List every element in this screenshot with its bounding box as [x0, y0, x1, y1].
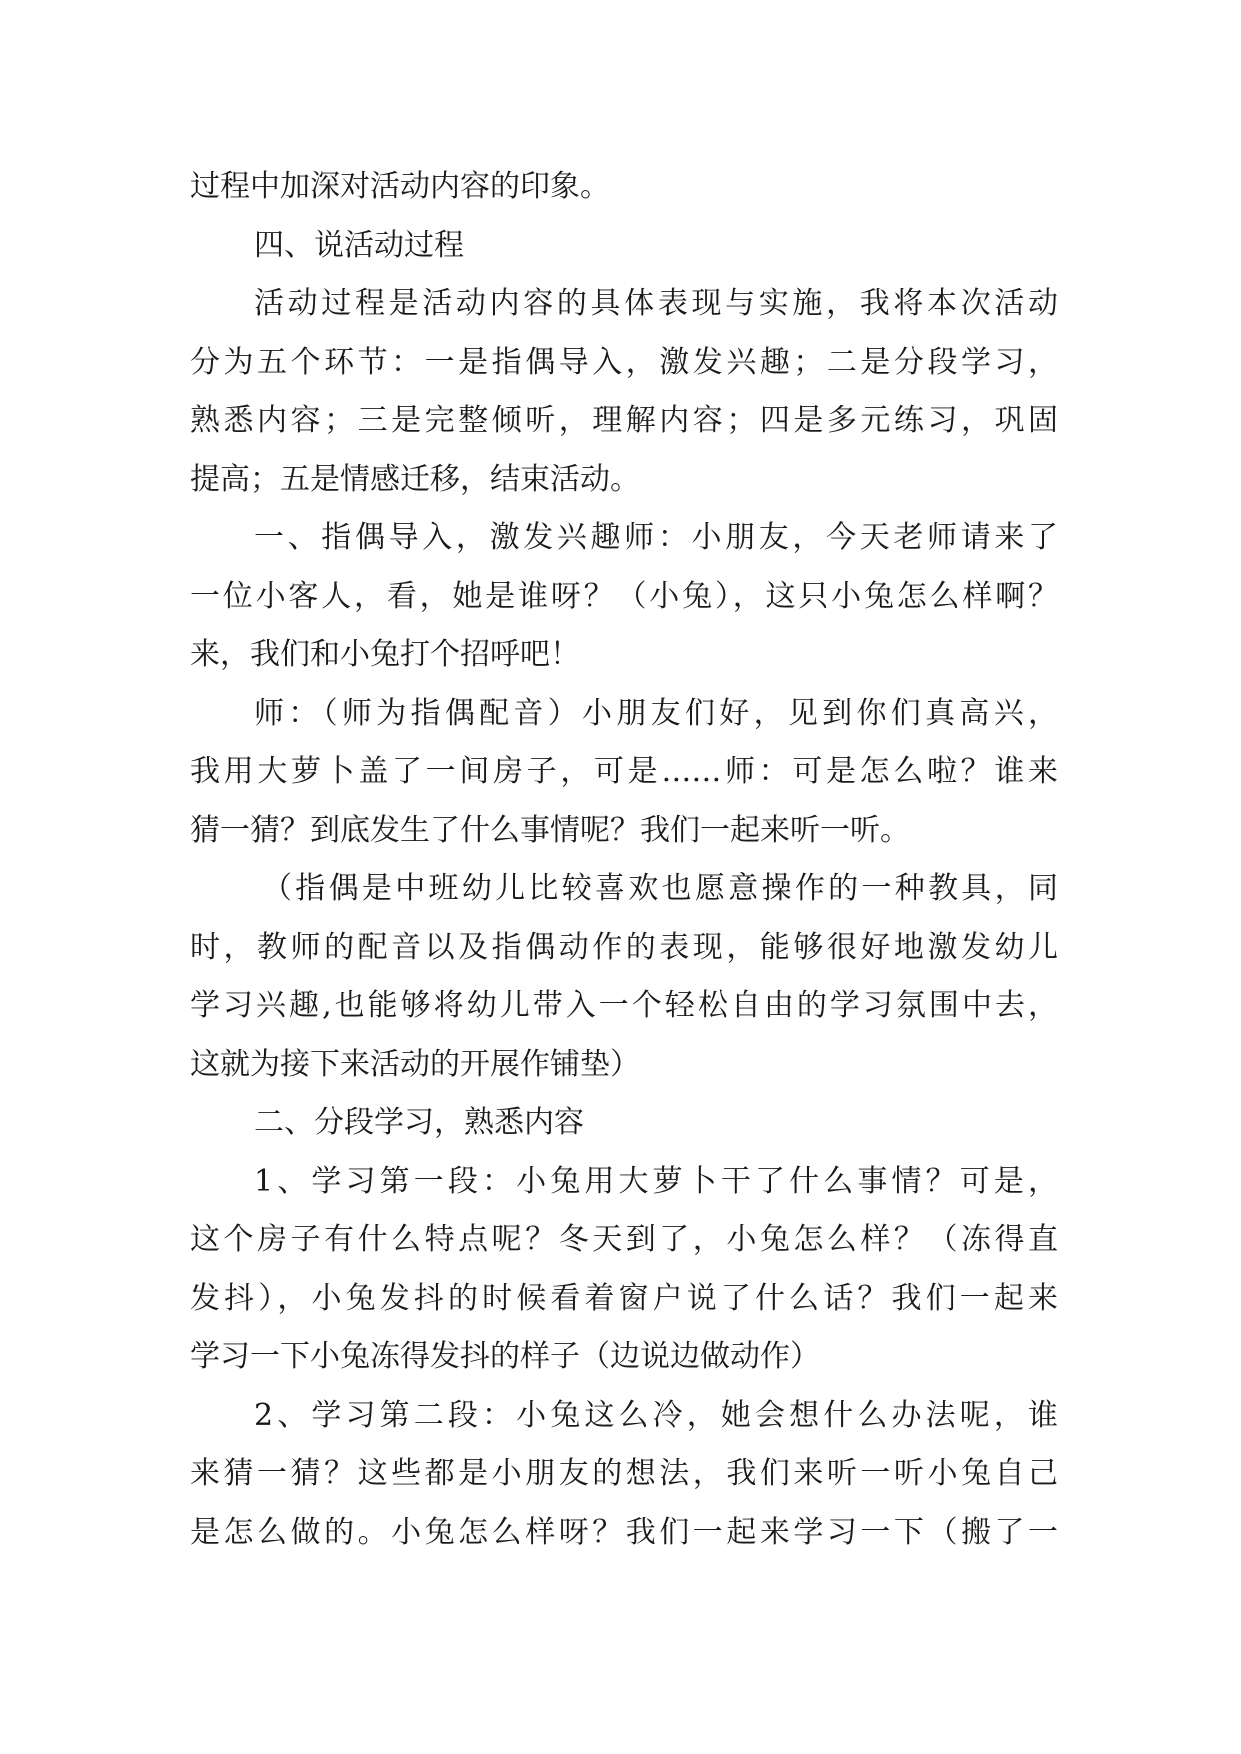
text-line: 猜一猜？到底发生了什么事情呢？我们一起来听一听。: [190, 812, 910, 848]
document-body: [190, 158, 1058, 1562]
text-line: 一、指偶导入，激发兴趣师：小朋友，今天老师请来了: [254, 520, 1058, 555]
text-line: 这个房子有什么特点呢？冬天到了，小兔怎么样？（冻得直: [190, 1222, 1058, 1257]
text-line: 提高；五是情感迁移，结束活动。: [190, 461, 640, 497]
text-line: 1、学习第一段：小兔用大萝卜干了什么事情？可是，: [254, 1163, 1058, 1199]
text-line: 学习一下小兔冻得发抖的样子（边说边做动作）: [190, 1339, 820, 1374]
text-line: 来猜一猜？这些都是小朋友的想法，我们来听一听小兔自己: [190, 1456, 1058, 1491]
text-line: 过程中加深对活动内容的印象。: [190, 169, 610, 204]
text-line: 分为五个环节：一是指偶导入，激发兴趣；二是分段学习，: [190, 344, 1058, 380]
text-line: 发抖），小兔发抖的时候看着窗户说了什么话？我们一起来: [190, 1280, 1058, 1316]
text-line: 一位小客人，看，她是谁呀？（小兔），这只小兔怎么样啊？: [190, 578, 1058, 614]
text-line: 我用大萝卜盖了一间房子，可是……师：可是怎么啦？谁来: [190, 754, 1058, 789]
text-line: 时，教师的配音以及指偶动作的表现，能够很好地激发幼儿: [190, 929, 1058, 965]
text-line: 活动过程是活动内容的具体表现与实施，我将本次活动: [254, 286, 1058, 321]
text-line: 来，我们和小兔打个招呼吧！: [190, 637, 580, 672]
text-line: 这就为接下来活动的开展作铺垫）: [190, 1046, 640, 1082]
text-line: 是怎么做的。小兔怎么样呀？我们一起来学习一下（搬了一: [190, 1514, 1058, 1550]
text-line: （指偶是中班幼儿比较喜欢也愿意操作的一种教具，同: [262, 871, 1058, 906]
section-heading: 四、说活动过程: [254, 227, 464, 263]
text-line: 熟悉内容；三是完整倾听，理解内容；四是多元练习，巩固: [190, 403, 1058, 438]
section-heading: 二、分段学习，熟悉内容: [254, 1105, 584, 1140]
text-line: 师：（师为指偶配音）小朋友们好，见到你们真高兴，: [254, 695, 1058, 731]
text-line: 2、学习第二段：小兔这么冷，她会想什么办法呢，谁: [254, 1397, 1058, 1433]
text-line: 学习兴趣,也能够将幼儿带入一个轻松自由的学习氛围中去，: [190, 988, 1058, 1023]
